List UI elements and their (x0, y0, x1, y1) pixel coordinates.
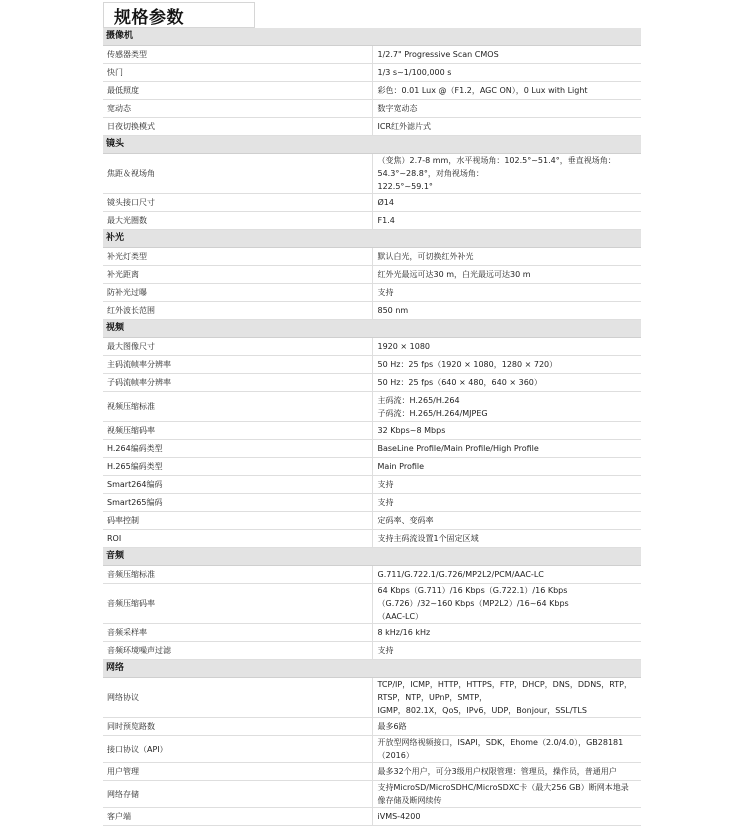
spec-row (103, 624, 641, 642)
spec-value (372, 763, 641, 781)
spec-value (372, 356, 641, 374)
spec-label: 补光距离 (103, 266, 372, 284)
spec-value-line: 开放型网络视频接口，ISAPI，SDK，Ehome（2.0/4.0），GB28181（2016） (377, 738, 624, 760)
spec-value (372, 338, 641, 356)
spec-value-line: 50 Hz：25 fps（640 × 480，640 × 360） (377, 378, 542, 387)
spec-label: 快门 (103, 64, 372, 82)
spec-value-line: 支持 (377, 288, 394, 297)
spec-label: 同时预览路数 (103, 718, 372, 736)
spec-label: ROI (103, 530, 372, 548)
spec-label: 防补光过曝 (103, 284, 372, 302)
spec-value (372, 440, 641, 458)
spec-value-line: iVMS-4200 (377, 812, 421, 821)
spec-value (372, 422, 641, 440)
spec-label: 网络存储 (103, 781, 372, 808)
spec-row (103, 718, 641, 736)
spec-row (103, 440, 641, 458)
spec-label: 网络协议 (103, 678, 372, 718)
spec-value (372, 584, 641, 624)
spec-value-line: 32 Kbps~8 Mbps (377, 426, 446, 435)
spec-row (103, 642, 641, 660)
spec-row (103, 392, 641, 422)
section-header-row (103, 230, 641, 248)
spec-value-line: Main Profile (377, 462, 425, 471)
spec-value (372, 284, 641, 302)
spec-value-line: 850 nm (377, 306, 409, 315)
spec-value (372, 154, 641, 194)
spec-row (103, 338, 641, 356)
spec-value-line: 默认白光，可切换红外补光 (377, 252, 474, 261)
spec-label: 最大图像尺寸 (103, 338, 372, 356)
spec-label: 子码流帧率分辨率 (103, 374, 372, 392)
spec-value (372, 718, 641, 736)
spec-value-line: 1920 × 1080 (377, 342, 431, 351)
section-header-row (103, 136, 641, 154)
spec-row (103, 566, 641, 584)
spec-value-line: 64 Kbps（G.711）/16 Kbps（G.722.1）/16 Kbps（G.726）/32~160 Kbps（MP2L2）/16~64 Kbps (377, 586, 569, 608)
spec-value-line: 数字宽动态 (377, 104, 418, 113)
spec-label: 补光灯类型 (103, 248, 372, 266)
spec-value-line: 8 kHz/16 kHz (377, 628, 431, 637)
spec-value-line: （变焦）2.7-8 mm，水平视场角：102.5°~51.4°，垂直视场角：54.3°~28.8°，对角视场角： (377, 156, 616, 178)
spec-row (103, 212, 641, 230)
spec-label: 客户端 (103, 808, 372, 826)
spec-row (103, 458, 641, 476)
spec-value (372, 512, 641, 530)
spec-value-line: F1.4 (377, 216, 395, 225)
spec-value (372, 212, 641, 230)
spec-label: 视频压缩标准 (103, 392, 372, 422)
spec-row (103, 763, 641, 781)
spec-value (372, 736, 641, 763)
spec-row (103, 530, 641, 548)
spec-row (103, 678, 641, 718)
spec-value-line: IGMP，802.1X，QoS，IPv6，UDP，Bonjour，SSL/TLS (377, 706, 587, 715)
spec-label: 接口协议（API） (103, 736, 372, 763)
spec-label: 日夜切换模式 (103, 118, 372, 136)
spec-label: 镜头接口尺寸 (103, 194, 372, 212)
spec-value (372, 494, 641, 512)
spec-row (103, 808, 641, 826)
spec-row (103, 476, 641, 494)
section-header-row (103, 660, 641, 678)
spec-value-line: （AAC-LC） (377, 612, 424, 621)
spec-row (103, 302, 641, 320)
spec-value-line: 最多6路 (377, 722, 407, 731)
section-title: 网络 (103, 660, 641, 678)
spec-row (103, 494, 641, 512)
spec-label: 红外波长范围 (103, 302, 372, 320)
spec-row (103, 100, 641, 118)
spec-label: 主码流帧率分辨率 (103, 356, 372, 374)
spec-label: 音频压缩码率 (103, 584, 372, 624)
spec-value (372, 566, 641, 584)
spec-value-line: 50 Hz：25 fps（1920 × 1080，1280 × 720） (377, 360, 558, 369)
spec-label: 用户管理 (103, 763, 372, 781)
spec-value (372, 808, 641, 826)
spec-value-line: 支持 (377, 498, 394, 507)
spec-row (103, 356, 641, 374)
spec-row (103, 374, 641, 392)
section-header-row (103, 320, 641, 338)
spec-value (372, 476, 641, 494)
spec-row (103, 64, 641, 82)
spec-value-line: 支持 (377, 480, 394, 489)
spec-label: 音频环境噪声过滤 (103, 642, 372, 660)
spec-value-line: 支持MicroSD/MicroSDHC/MicroSDXC卡（最大256 GB）断网本地录像存储及断网续传 (377, 783, 629, 805)
spec-value (372, 46, 641, 64)
spec-value-line: Ø14 (377, 198, 394, 207)
spec-value (372, 530, 641, 548)
spec-value (372, 302, 641, 320)
spec-label: 传感器类型 (103, 46, 372, 64)
spec-label: 最大光圈数 (103, 212, 372, 230)
spec-row (103, 512, 641, 530)
spec-row (103, 584, 641, 624)
spec-value-line: 支持 (377, 646, 394, 655)
spec-row (103, 82, 641, 100)
spec-value-line: 1/3 s~1/100,000 s (377, 68, 452, 77)
spec-value (372, 624, 641, 642)
section-title: 摄像机 (103, 28, 641, 46)
spec-row (103, 284, 641, 302)
spec-value-line: 最多32个用户，可分3级用户权限管理：管理员，操作员，普通用户 (377, 767, 617, 776)
spec-value-line: 定码率、变码率 (377, 516, 434, 525)
spec-label: 最低照度 (103, 82, 372, 100)
section-title: 镜头 (103, 136, 641, 154)
spec-row (103, 154, 641, 194)
spec-value-line: 122.5°~59.1° (377, 182, 433, 191)
spec-value (372, 194, 641, 212)
spec-value (372, 100, 641, 118)
page-title: 规格参数 (114, 8, 184, 28)
spec-label: H.264编码类型 (103, 440, 372, 458)
spec-label: 码率控制 (103, 512, 372, 530)
spec-row (103, 781, 641, 808)
section-title: 补光 (103, 230, 641, 248)
spec-value (372, 118, 641, 136)
spec-label: 宽动态 (103, 100, 372, 118)
spec-value-line: ICR红外滤片式 (377, 122, 432, 131)
section-header-row (103, 28, 641, 46)
spec-value (372, 678, 641, 718)
spec-value-line: TCP/IP，ICMP，HTTP，HTTPS，FTP，DHCP，DNS，DDNS，RTP，RTSP，NTP，UPnP，SMTP， (377, 680, 632, 702)
spec-label: Smart264编码 (103, 476, 372, 494)
spec-value-line: 子码流：H.265/H.264/MJPEG (377, 408, 488, 418)
spec-value (372, 781, 641, 808)
spec-row (103, 118, 641, 136)
spec-value-line: 支持主码流设置1个固定区域 (377, 534, 479, 543)
spec-value-line: G.711/G.722.1/G.726/MP2L2/PCM/AAC-LC (377, 570, 544, 579)
spec-label: H.265编码类型 (103, 458, 372, 476)
spec-value (372, 82, 641, 100)
spec-row (103, 46, 641, 64)
spec-label: 音频压缩标准 (103, 566, 372, 584)
spec-value (372, 458, 641, 476)
spec-label: 音频采样率 (103, 624, 372, 642)
spec-value-line: 1/2.7" Progressive Scan CMOS (377, 50, 499, 59)
spec-table (103, 28, 641, 826)
spec-row (103, 194, 641, 212)
spec-row (103, 736, 641, 763)
spec-value (372, 642, 641, 660)
spec-row (103, 422, 641, 440)
section-title: 音频 (103, 548, 641, 566)
spec-label: 焦距＆视场角 (103, 154, 372, 194)
spec-value-line: 彩色：0.01 Lux @（F1.2，AGC ON），0 Lux with Light (377, 86, 588, 95)
spec-value (372, 392, 641, 422)
spec-value-line: 主码流：H.265/H.264 (377, 395, 460, 405)
section-title: 视频 (103, 320, 641, 338)
spec-label: Smart265编码 (103, 494, 372, 512)
spec-value (372, 374, 641, 392)
spec-row (103, 248, 641, 266)
spec-value-line: BaseLine Profile/Main Profile/High Profile (377, 444, 539, 453)
section-header-row (103, 548, 641, 566)
spec-value (372, 266, 641, 284)
spec-row (103, 266, 641, 284)
spec-value (372, 64, 641, 82)
spec-value-line: 红外光最远可达30 m，白光最远可达30 m (377, 270, 531, 279)
spec-label: 视频压缩码率 (103, 422, 372, 440)
spec-value (372, 248, 641, 266)
